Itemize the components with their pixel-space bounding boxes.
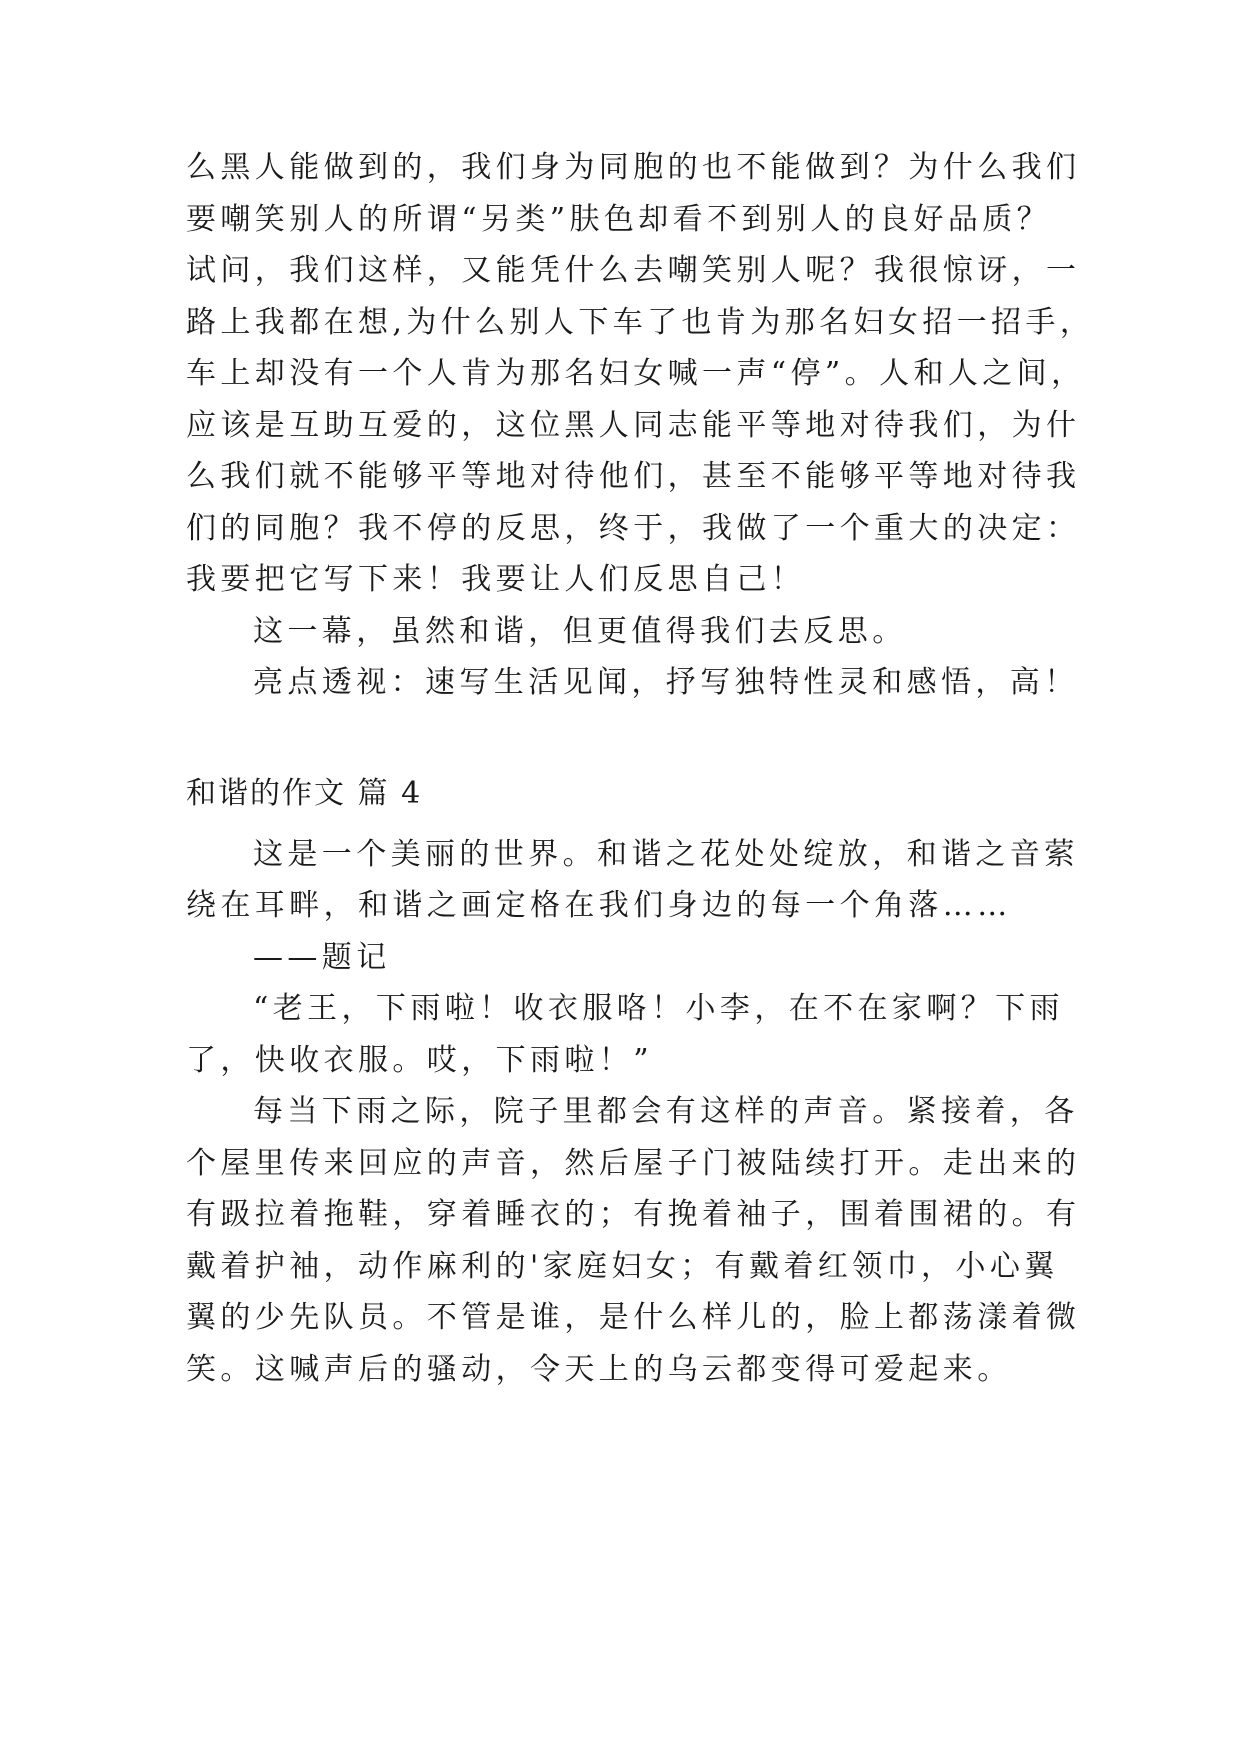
text-line: 绕在耳畔，和谐之画定格在我们身边的每一个角落…… xyxy=(186,888,1012,923)
text-line: 翼的少先队员。不管是谁，是什么样儿的，脸上都荡漾着微 xyxy=(186,1300,1081,1335)
text-line: 试问，我们这样，又能凭什么去嘲笑别人呢？我很惊讶，一 xyxy=(186,253,1081,288)
section-title: 和谐的作文 篇 4 xyxy=(186,776,423,811)
text-line: 么黑人能做到的，我们身为同胞的也不能做到？为什么我们 xyxy=(186,150,1081,185)
text-line: 这是一个美丽的世界。和谐之花处处绽放，和谐之音萦 xyxy=(253,837,1079,872)
text-line: 笑。这喊声后的骚动，令天上的乌云都变得可爱起来。 xyxy=(186,1352,1012,1387)
text-line: 么我们就不能够平等地对待他们，甚至不能够平等地对待我 xyxy=(186,459,1081,494)
conclusion-line: 这一幕，虽然和谐，但更值得我们去反思。 xyxy=(253,614,907,649)
epigraph-note: ——题记 xyxy=(253,940,391,975)
text-line: 了，快收衣服。哎，下雨啦！” xyxy=(186,1043,653,1078)
text-line: 有趿拉着拖鞋，穿着睡衣的；有挽着袖子，围着围裙的。有 xyxy=(186,1197,1081,1232)
text-line: 路上我都在想,为什么别人下车了也肯为那名妇女招一招手， xyxy=(186,305,1095,340)
text-line: 应该是互助互爱的，这位黑人同志能平等地对待我们，为什 xyxy=(186,408,1081,443)
text-line: 要嘲笑别人的所谓“另类”肤色却看不到别人的良好品质？ xyxy=(186,202,1052,237)
text-line: “老王，下雨啦！收衣服咯！小李，在不在家啊？下雨 xyxy=(253,991,1064,1026)
text-line: 我要把它写下来！我要让人们反思自己！ xyxy=(186,562,806,597)
text-line: 们的同胞？我不停的反思，终于，我做了一个重大的决定： xyxy=(186,511,1081,546)
text-line: 每当下雨之际，院子里都会有这样的声音。紧接着，各 xyxy=(253,1094,1079,1129)
text-line: 个屋里传来回应的声音，然后屋子门被陆续打开。走出来的 xyxy=(186,1146,1081,1181)
text-line: 戴着护袖，动作麻利的'家庭妇女；有戴着红领巾，小心翼 xyxy=(186,1249,1059,1284)
highlight-comment: 亮点透视：速写生活见闻，抒写独特性灵和感悟，高！ xyxy=(253,665,1079,700)
text-line: 车上却没有一个人肯为那名妇女喊一声“停”。人和人之间， xyxy=(186,356,1086,391)
